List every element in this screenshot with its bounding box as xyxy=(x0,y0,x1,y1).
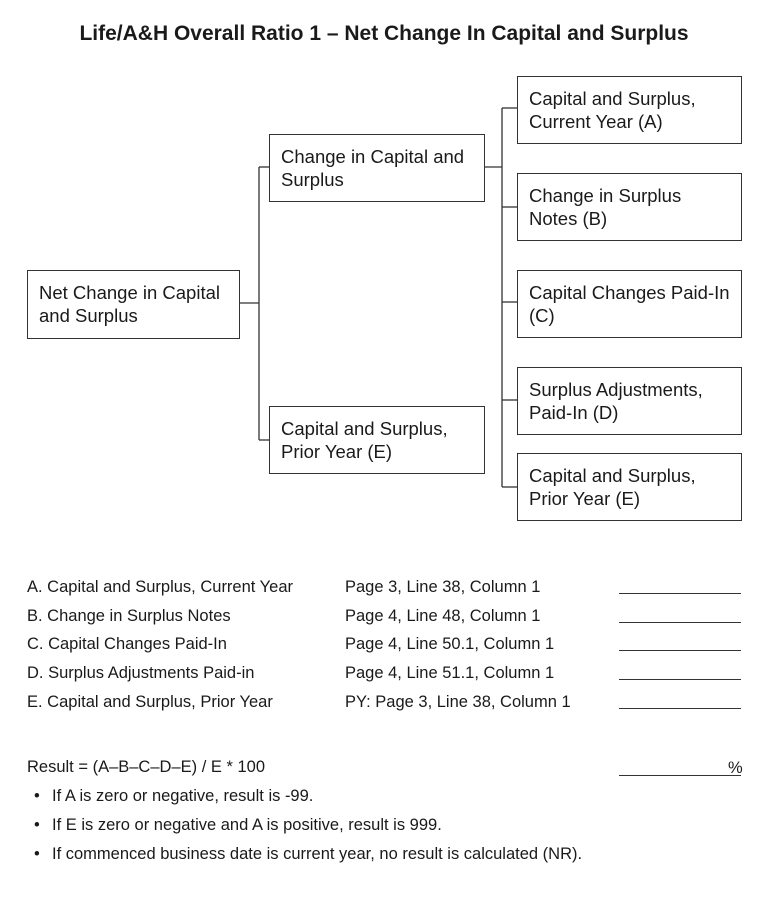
answer-line-b xyxy=(619,622,741,623)
box-surplus-notes-b: Change in Surplus Notes (B) xyxy=(517,173,742,241)
table-row-label: A. Capital and Surplus, Current Year xyxy=(27,578,293,596)
bullet-icon: • xyxy=(34,816,40,834)
table-row-ref: Page 4, Line 51.1, Column 1 xyxy=(345,664,555,682)
result-formula: Result = (A–B–C–D–E) / E * 100 xyxy=(27,758,265,776)
table-row-label: B. Change in Surplus Notes xyxy=(27,607,231,625)
box-net-change: Net Change in Capital and Surplus xyxy=(27,270,240,339)
answer-line-e xyxy=(619,708,741,709)
answer-line-d xyxy=(619,679,741,680)
box-change-capital-surplus: Change in Capital and Surplus xyxy=(269,134,485,202)
result-answer-line xyxy=(619,775,741,776)
table-row-label: D. Surplus Adjustments Paid-in xyxy=(27,664,255,682)
box-current-year-a: Capital and Surplus, Current Year (A) xyxy=(517,76,742,144)
result-percent-unit: % xyxy=(728,759,743,777)
bullet-icon: • xyxy=(34,845,40,863)
table-row-ref: Page 4, Line 48, Column 1 xyxy=(345,607,541,625)
box-prior-year-e: Capital and Surplus, Prior Year (E) xyxy=(517,453,742,521)
bullet-text: If commenced business date is current year, no result is calculated (NR). xyxy=(52,845,583,863)
box-capital-changes-c: Capital Changes Paid-In (C) xyxy=(517,270,742,338)
bullet-text: If A is zero or negative, result is -99. xyxy=(52,787,314,805)
page-title: Life/A&H Overall Ratio 1 – Net Change In Capital and Surplus xyxy=(79,22,689,45)
table-row-ref: PY: Page 3, Line 38, Column 1 xyxy=(345,693,571,711)
bullet-text: If E is zero or negative and A is positive, result is 999. xyxy=(52,816,442,834)
table-row-ref: Page 4, Line 50.1, Column 1 xyxy=(345,635,555,653)
table-row-label: E. Capital and Surplus, Prior Year xyxy=(27,693,273,711)
answer-line-a xyxy=(619,593,741,594)
box-prior-year-mid: Capital and Surplus, Prior Year (E) xyxy=(269,406,485,474)
box-surplus-adjustments-d: Surplus Adjustments, Paid-In (D) xyxy=(517,367,742,435)
table-row-ref: Page 3, Line 38, Column 1 xyxy=(345,578,541,596)
table-row-label: C. Capital Changes Paid-In xyxy=(27,635,227,653)
bullet-icon: • xyxy=(34,787,40,805)
answer-line-c xyxy=(619,650,741,651)
